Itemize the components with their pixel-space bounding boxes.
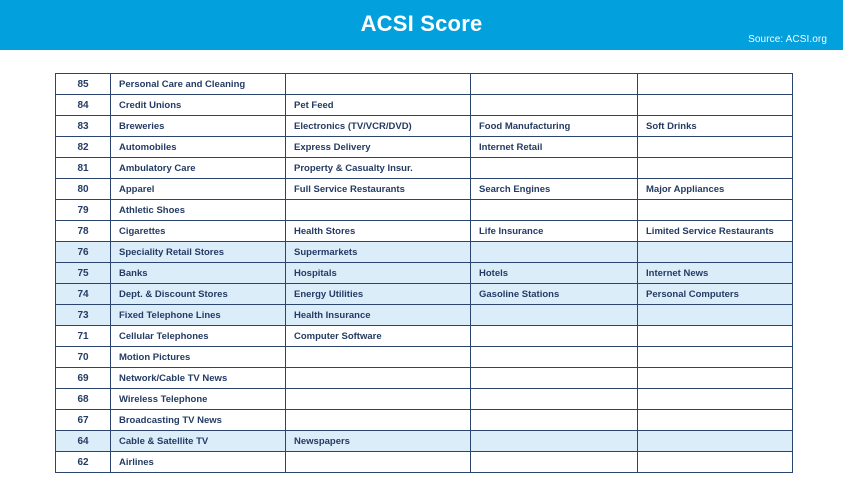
score-cell: 81 — [56, 158, 111, 179]
score-cell: 85 — [56, 74, 111, 95]
industry-cell-1: Ambulatory Care — [111, 158, 286, 179]
industry-cell-4 — [638, 158, 793, 179]
industry-cell-1: Broadcasting TV News — [111, 410, 286, 431]
score-cell: 74 — [56, 284, 111, 305]
table-row — [56, 242, 793, 263]
industry-cell-1: Personal Care and Cleaning — [111, 74, 286, 95]
score-cell: 76 — [56, 242, 111, 263]
acsi-score-table — [55, 73, 793, 473]
score-cell: 69 — [56, 368, 111, 389]
acsi-table-body — [56, 74, 793, 473]
table-row — [56, 158, 793, 179]
industry-cell-2: Hospitals — [286, 263, 471, 284]
score-cell: 68 — [56, 389, 111, 410]
table-row — [56, 95, 793, 116]
industry-cell-3: Food Manufacturing — [471, 116, 638, 137]
industry-cell-2: Health Stores — [286, 221, 471, 242]
industry-cell-3: Gasoline Stations — [471, 284, 638, 305]
table-row — [56, 137, 793, 158]
industry-cell-4 — [638, 347, 793, 368]
table-row — [56, 116, 793, 137]
table-row — [56, 221, 793, 242]
table-row — [56, 410, 793, 431]
industry-cell-3 — [471, 326, 638, 347]
score-cell: 78 — [56, 221, 111, 242]
industry-cell-1: Athletic Shoes — [111, 200, 286, 221]
industry-cell-1: Cigarettes — [111, 221, 286, 242]
industry-cell-1: Breweries — [111, 116, 286, 137]
industry-cell-3: Life Insurance — [471, 221, 638, 242]
industry-cell-1: Motion Pictures — [111, 347, 286, 368]
table-container — [0, 50, 843, 473]
score-cell: 73 — [56, 305, 111, 326]
industry-cell-3: Hotels — [471, 263, 638, 284]
industry-cell-3 — [471, 389, 638, 410]
score-cell: 83 — [56, 116, 111, 137]
industry-cell-2 — [286, 452, 471, 473]
table-row — [56, 74, 793, 95]
industry-cell-3 — [471, 200, 638, 221]
industry-cell-2: Supermarkets — [286, 242, 471, 263]
industry-cell-1: Network/Cable TV News — [111, 368, 286, 389]
industry-cell-1: Cellular Telephones — [111, 326, 286, 347]
industry-cell-4 — [638, 74, 793, 95]
table-row — [56, 431, 793, 452]
industry-cell-4: Limited Service Restaurants — [638, 221, 793, 242]
score-cell: 80 — [56, 179, 111, 200]
industry-cell-4 — [638, 452, 793, 473]
industry-cell-4 — [638, 368, 793, 389]
industry-cell-2: Energy Utilities — [286, 284, 471, 305]
industry-cell-2: Newspapers — [286, 431, 471, 452]
industry-cell-2: Property & Casualty Insur. — [286, 158, 471, 179]
score-cell: 70 — [56, 347, 111, 368]
industry-cell-2 — [286, 347, 471, 368]
industry-cell-2: Express Delivery — [286, 137, 471, 158]
industry-cell-3 — [471, 158, 638, 179]
industry-cell-2: Health Insurance — [286, 305, 471, 326]
page-header — [0, 0, 843, 50]
industry-cell-1: Speciality Retail Stores — [111, 242, 286, 263]
score-cell: 79 — [56, 200, 111, 221]
industry-cell-1: Airlines — [111, 452, 286, 473]
table-row — [56, 263, 793, 284]
score-cell: 75 — [56, 263, 111, 284]
industry-cell-1: Credit Unions — [111, 95, 286, 116]
industry-cell-4: Internet News — [638, 263, 793, 284]
industry-cell-3 — [471, 74, 638, 95]
industry-cell-2 — [286, 368, 471, 389]
industry-cell-4 — [638, 200, 793, 221]
table-row — [56, 284, 793, 305]
score-cell: 64 — [56, 431, 111, 452]
table-row — [56, 179, 793, 200]
industry-cell-4 — [638, 137, 793, 158]
industry-cell-1: Dept. & Discount Stores — [111, 284, 286, 305]
score-cell: 62 — [56, 452, 111, 473]
score-cell: 71 — [56, 326, 111, 347]
industry-cell-1: Cable & Satellite TV — [111, 431, 286, 452]
industry-cell-2 — [286, 74, 471, 95]
industry-cell-2 — [286, 389, 471, 410]
industry-cell-2 — [286, 410, 471, 431]
industry-cell-3 — [471, 410, 638, 431]
industry-cell-3 — [471, 305, 638, 326]
industry-cell-4 — [638, 326, 793, 347]
industry-cell-4: Major Appliances — [638, 179, 793, 200]
industry-cell-2: Full Service Restaurants — [286, 179, 471, 200]
industry-cell-4 — [638, 431, 793, 452]
industry-cell-3 — [471, 452, 638, 473]
industry-cell-3 — [471, 347, 638, 368]
score-cell: 67 — [56, 410, 111, 431]
industry-cell-2: Electronics (TV/VCR/DVD) — [286, 116, 471, 137]
industry-cell-4 — [638, 410, 793, 431]
industry-cell-4 — [638, 305, 793, 326]
table-row — [56, 452, 793, 473]
score-cell: 84 — [56, 95, 111, 116]
industry-cell-4 — [638, 242, 793, 263]
source-attribution: Source: ACSI.org — [748, 34, 827, 45]
industry-cell-3: Internet Retail — [471, 137, 638, 158]
industry-cell-3 — [471, 368, 638, 389]
table-row — [56, 305, 793, 326]
industry-cell-4: Personal Computers — [638, 284, 793, 305]
industry-cell-1: Banks — [111, 263, 286, 284]
industry-cell-1: Automobiles — [111, 137, 286, 158]
table-row — [56, 200, 793, 221]
industry-cell-2 — [286, 200, 471, 221]
score-cell: 82 — [56, 137, 111, 158]
industry-cell-3 — [471, 95, 638, 116]
industry-cell-3 — [471, 242, 638, 263]
table-row — [56, 368, 793, 389]
industry-cell-1: Apparel — [111, 179, 286, 200]
industry-cell-4 — [638, 389, 793, 410]
industry-cell-4 — [638, 95, 793, 116]
industry-cell-4: Soft Drinks — [638, 116, 793, 137]
industry-cell-1: Wireless Telephone — [111, 389, 286, 410]
industry-cell-2: Pet Feed — [286, 95, 471, 116]
industry-cell-3: Search Engines — [471, 179, 638, 200]
industry-cell-3 — [471, 431, 638, 452]
industry-cell-1: Fixed Telephone Lines — [111, 305, 286, 326]
table-row — [56, 389, 793, 410]
industry-cell-2: Computer Software — [286, 326, 471, 347]
table-row — [56, 326, 793, 347]
page-title: ACSI Score — [360, 11, 483, 36]
table-row — [56, 347, 793, 368]
